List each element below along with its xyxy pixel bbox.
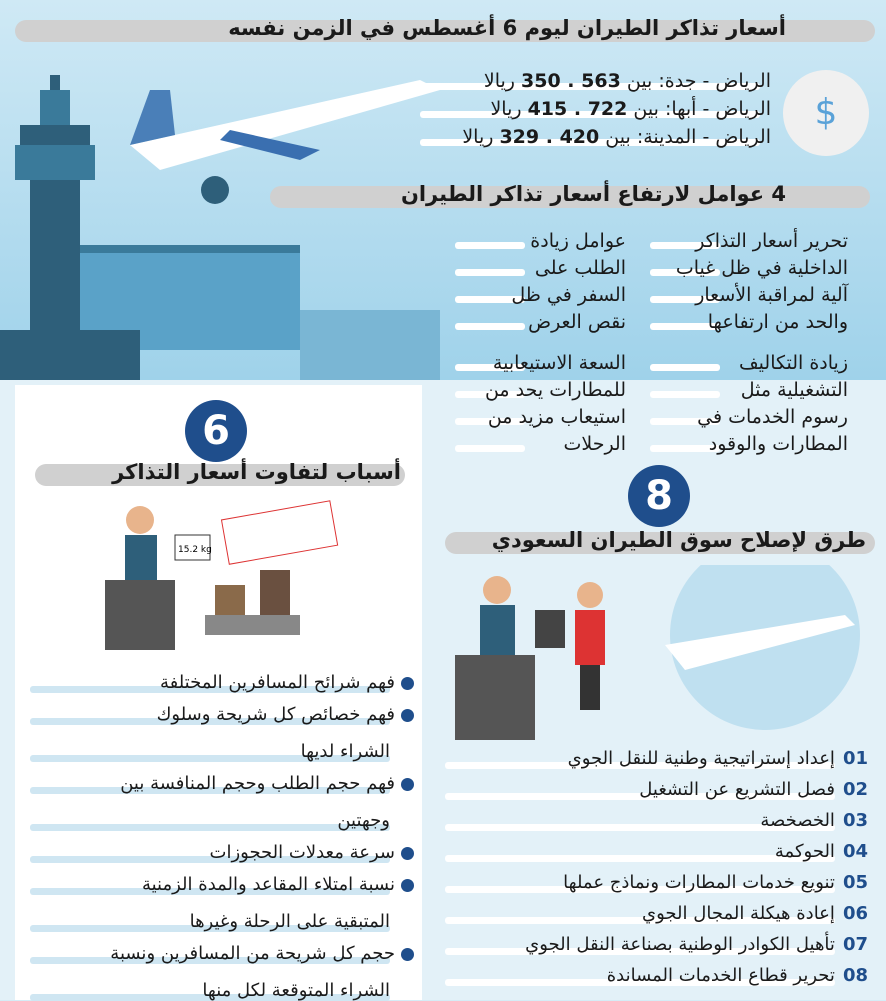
factor-line: رسوم الخدمات في [697, 406, 848, 428]
price-range: 722 . 415 [527, 98, 628, 120]
reason-underline [30, 824, 390, 831]
factor-underline [455, 445, 525, 452]
reasons-number: 6 [185, 400, 247, 462]
factor-underline [455, 269, 525, 276]
check-in-illustration [100, 495, 340, 655]
bullet-icon [401, 948, 414, 961]
reform-item [607, 965, 868, 986]
factor-line: الداخلية في ظل غياب [675, 257, 848, 279]
reason-text: فهم حجم الطلب وحجم المنافسة بين [120, 773, 395, 794]
factor-line: استيعاب مزيد من [487, 406, 626, 428]
reason-line [120, 773, 414, 794]
reason-line [157, 704, 414, 725]
factor-line: السعة الاستيعابية [492, 352, 626, 374]
price-route: الرياض - المدينة: بين [605, 126, 771, 148]
airplane-icon [130, 80, 440, 170]
price-row [484, 70, 771, 92]
reason-line [210, 842, 415, 863]
reform-item [775, 841, 868, 862]
reason-text: وجهتين [337, 810, 390, 831]
reason-text: فهم خصائص كل شريحة وسلوك [156, 704, 395, 725]
bullet-icon [401, 677, 414, 690]
factor-line: والحد من ارتفاعها [707, 311, 848, 333]
reform-text: تنويع خدمات المطارات ونماذج عملها [563, 872, 835, 893]
factor-line: نقص العرض [528, 311, 626, 333]
reform-number: 08 [842, 965, 868, 986]
reform-text: فصل التشريع عن التشغيل [639, 779, 835, 800]
reason-text: فهم شرائح المسافرين المختلفة [159, 672, 395, 693]
reform-text: الحوكمة [774, 841, 835, 862]
reform-item [525, 934, 868, 955]
reform-item [563, 872, 868, 893]
bullet-icon [401, 847, 414, 860]
scale-label: 15.2 kg [178, 545, 212, 555]
reform-number: 05 [842, 872, 868, 893]
factor-underline [455, 242, 525, 249]
factor-line: للمطارات يحد من [484, 379, 626, 401]
reform-text: الخصخصة [760, 810, 835, 831]
reform-item [760, 810, 868, 831]
factors-title: 4 عوامل لارتفاع أسعار تذاكر الطيران [400, 182, 786, 206]
airport-illustration [0, 60, 440, 380]
bullet-icon [401, 778, 414, 791]
price-unit: ريالا [483, 70, 515, 92]
reason-line [110, 943, 414, 964]
reason-line [142, 874, 414, 895]
bullet-icon [401, 879, 414, 892]
reform-text: تأهيل الكوادر الوطنية بصناعة النقل الجوي [525, 934, 835, 955]
reason-text: حجم كل شريحة من المسافرين ونسبة [110, 943, 395, 964]
reform-number: 01 [842, 748, 868, 769]
price-route: الرياض - أبها: بين [633, 98, 771, 120]
money-bag-icon: $ [783, 70, 869, 156]
price-row [490, 98, 771, 120]
factor-line: تحرير أسعار التذاكر [695, 230, 848, 252]
factor-line: المطارات والوقود [708, 433, 848, 455]
price-row [462, 126, 771, 148]
page-title: أسعار تذاكر الطيران ليوم 6 أغسطس في الزمن نفسه [228, 16, 786, 40]
reasons-title: أسباب لتفاوت أسعار التذاكر [112, 460, 401, 484]
reform-text: إعادة هيكلة المجال الجوي [642, 903, 835, 924]
price-range: 420 . 329 [499, 126, 600, 148]
reason-text: الشراء لديها [300, 741, 390, 762]
reform-number: 02 [842, 779, 868, 800]
factor-line: الرحلات [563, 433, 626, 455]
factor-line: التشغيلية مثل [740, 379, 848, 401]
reform-number: 04 [842, 841, 868, 862]
price-unit: ريالا [462, 126, 494, 148]
factor-underline [650, 364, 720, 371]
reason-text: سرعة معدلات الحجوزات [209, 842, 395, 863]
price-unit: ريالا [490, 98, 522, 120]
reform-item [639, 779, 868, 800]
factor-line: الطلب على [534, 257, 626, 279]
reason-line [301, 741, 390, 762]
reform-text: تحرير قطاع الخدمات المساندة [606, 965, 835, 986]
reason-line [337, 810, 390, 831]
reform-item [642, 903, 868, 924]
reform-item [568, 748, 868, 769]
factor-line: السفر في ظل [511, 284, 626, 306]
price-route: الرياض - جدة: بين [626, 70, 771, 92]
reason-text: الشراء المتوقعة لكل منها [202, 980, 390, 1001]
reforms-title: طرق لإصلاح سوق الطيران السعودي [491, 528, 866, 552]
passport-illustration [435, 565, 875, 745]
radar-dish-icon [201, 176, 229, 204]
factor-underline [455, 323, 525, 330]
factor-line: آلية لمراقبة الأسعار [695, 284, 848, 306]
price-range: 563 . 350 [521, 70, 621, 92]
factor-line: عوامل زيادة [530, 230, 626, 252]
reason-line [160, 672, 414, 693]
factor-line: زيادة التكاليف [739, 352, 848, 374]
reform-text: إعداد إستراتيجية وطنية للنقل الجوي [567, 748, 835, 769]
reason-text: نسبة امتلاء المقاعد والمدة الزمنية [141, 874, 395, 895]
reason-text: المتبقية على الرحلة وغيرها [189, 911, 390, 932]
factor-underline [650, 391, 720, 398]
reason-line [190, 911, 390, 932]
reform-number: 03 [842, 810, 868, 831]
reform-number: 07 [842, 934, 868, 955]
reform-number: 06 [842, 903, 868, 924]
bullet-icon [401, 709, 414, 722]
reforms-number: 8 [628, 465, 690, 527]
reason-line [202, 980, 390, 1001]
